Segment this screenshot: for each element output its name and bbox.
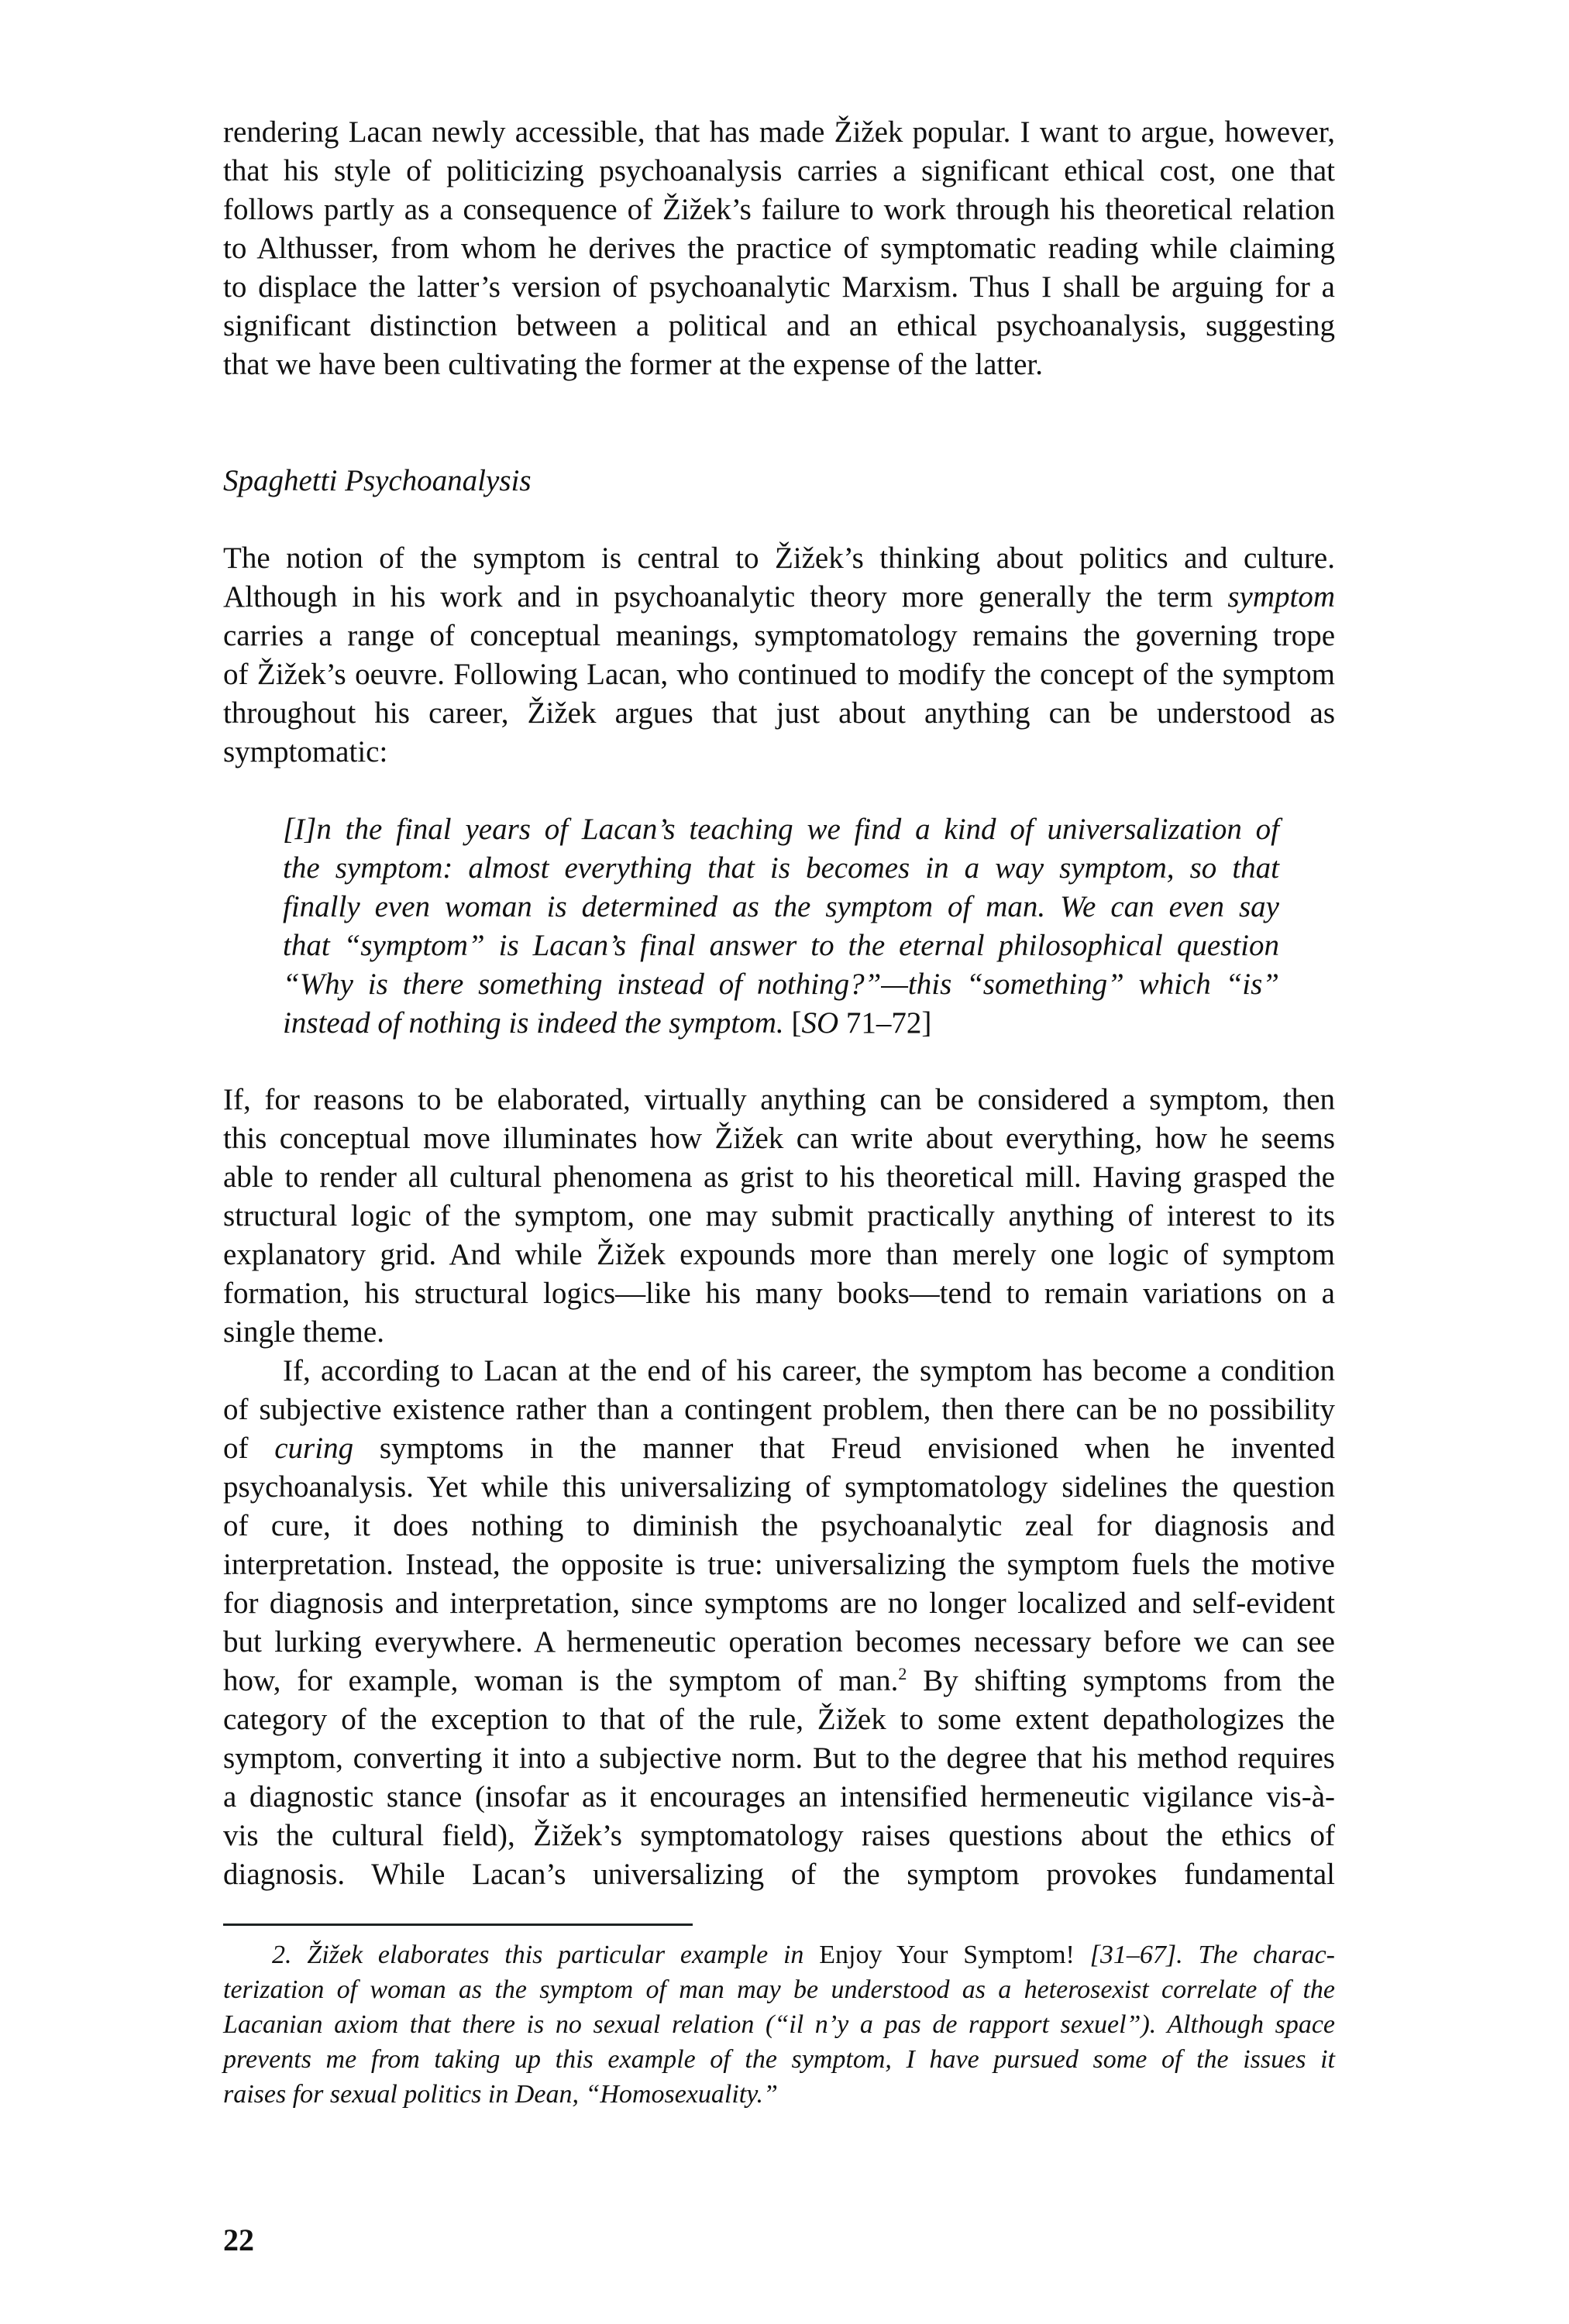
page-number: 22 — [223, 2223, 254, 2257]
text-line: for diagnosis and interpretation, since symptoms are no longer localized and self-evident — [223, 1587, 1335, 1620]
text-line: The notion of the symptom is central to Žižek’s thinking about politics and culture. — [223, 541, 1335, 575]
footnote-marker[interactable]: 2 — [898, 1664, 907, 1683]
citation-source: SO — [801, 1006, 839, 1040]
citation — [791, 1006, 931, 1040]
text-span: how, for example, woman is the symptom of man. — [223, 1664, 899, 1697]
text-span: [31–67]. The charac- — [1074, 1941, 1335, 1969]
text-span: 2. Žižek elaborates this particular example in — [272, 1941, 820, 1969]
text-line: throughout his career, Žižek argues that just about anything can be understood as — [223, 696, 1335, 730]
quote-line: [I]n the final years of Lacan’s teaching we find a kind of universalization of — [283, 813, 1279, 846]
text-line: interpretation. Instead, the opposite is true: universalizing the symptom fuels the motive — [223, 1548, 1335, 1581]
quote-line — [283, 1004, 1279, 1043]
citation-bracket: [ — [791, 1006, 802, 1040]
footnote-line: terization of woman as the symptom of man may be understood as a heterosexist correlate of the — [223, 1975, 1335, 2004]
footnote-line — [223, 1937, 1335, 1972]
footnote-line: raises for sexual politics in Dean, “Homosexuality.” — [223, 2080, 778, 2109]
quote-line: that “symptom” is Lacan’s final answer to the eternal philosophical question — [283, 929, 1279, 962]
text-line: able to render all cultural phenomena as grist to his theoretical mill. Having grasped the — [223, 1160, 1335, 1194]
text-line — [223, 1662, 1335, 1700]
text-line: single theme. — [223, 1315, 384, 1349]
text-line: of subjective existence rather than a contingent problem, then there can be no possibility — [223, 1393, 1335, 1426]
text-line: that his style of politicizing psychoanalysis carries a significant ethical cost, one that — [223, 154, 1335, 187]
section-heading: Spaghetti Psychoanalysis — [223, 464, 532, 497]
quote-line: “Why is there something instead of nothing?”—this “something” which “is” — [283, 968, 1279, 1001]
text-line: of Žižek’s oeuvre. Following Lacan, who continued to modify the concept of the symptom — [223, 658, 1335, 691]
text-line: to displace the latter’s version of psychoanalytic Marxism. Thus I shall be arguing for a — [223, 270, 1335, 304]
text-span: Although in his work and in psychoanalytic theory more generally the term — [223, 580, 1213, 614]
book-title: Enjoy Your Symptom! — [819, 1941, 1075, 1969]
citation-pages: 71–72] — [838, 1006, 932, 1040]
text-line: vis the cultural field), Žižek’s symptomatology raises questions about the ethics of — [223, 1819, 1335, 1852]
text-line: symptom, converting it into a subjective norm. But to the degree that his method requires — [223, 1741, 1335, 1775]
text-span: instead of nothing is indeed the symptom. — [283, 1006, 784, 1040]
footnote-line: Lacanian axiom that there is no sexual relation (“il n’y a pas de rapport sexuel”). Although space — [223, 2010, 1335, 2039]
text-line: a diagnostic stance (insofar as it encourages an intensified hermeneutic vigilance vis-à- — [223, 1780, 1335, 1813]
text-line: psychoanalysis. Yet while this universalizing of symptomatology sidelines the question — [223, 1470, 1335, 1504]
text-line: symptomatic: — [223, 735, 388, 768]
text-line: this conceptual move illuminates how Žižek can write about everything, how he seems — [223, 1122, 1335, 1155]
text-line: structural logic of the symptom, one may submit practically anything of interest to its — [223, 1199, 1335, 1232]
text-line: significant distinction between a political and an ethical psychoanalysis, suggesting — [223, 309, 1335, 342]
italic-term: symptom — [1227, 580, 1336, 614]
footnote-divider — [223, 1923, 693, 1926]
text-line: If, according to Lacan at the end of his career, the symptom has become a condition — [283, 1354, 1335, 1387]
text-line: that we have been cultivating the former at the expense of the latter. — [223, 348, 1043, 381]
quote-line: the symptom: almost everything that is becomes in a way symptom, so that — [283, 851, 1279, 885]
text-line: category of the exception to that of the rule, Žižek to some extent depathologizes the — [223, 1703, 1335, 1736]
text-line — [223, 1429, 1335, 1468]
footnote-line: prevents me from taking up this example of the symptom, I have pursued some of the issues it — [223, 2045, 1335, 2074]
text-line: If, for reasons to be elaborated, virtually anything can be considered a symptom, then — [223, 1083, 1335, 1116]
text-line: but lurking everywhere. A hermeneutic operation becomes necessary before we can see — [223, 1625, 1335, 1659]
text-line: of cure, it does nothing to diminish the psychoanalytic zeal for diagnosis and — [223, 1509, 1335, 1542]
text-line — [223, 578, 1335, 617]
text-span: symptoms in the manner that Freud envisioned when he invented — [379, 1432, 1335, 1465]
quote-line: finally even woman is determined as the symptom of man. We can even say — [283, 890, 1279, 923]
text-line: diagnosis. While Lacan’s universalizing of the symptom provokes fundamental — [223, 1858, 1335, 1891]
text-span: By shifting symptoms from the — [923, 1664, 1335, 1697]
text-line: formation, his structural logics—like his many books—tend to remain variations on a — [223, 1277, 1335, 1310]
text-line: explanatory grid. And while Žižek expounds more than merely one logic of symptom — [223, 1238, 1335, 1271]
italic-term: curing — [274, 1432, 354, 1465]
text-span: of — [223, 1432, 275, 1465]
text-line: follows partly as a consequence of Žižek’s failure to work through his theoretical relation — [223, 193, 1335, 226]
text-line: to Althusser, from whom he derives the practice of symptomatic reading while claiming — [223, 232, 1335, 265]
text-line: carries a range of conceptual meanings, symptomatology remains the governing trope — [223, 619, 1335, 652]
text-line: rendering Lacan newly accessible, that has made Žižek popular. I want to argue, however, — [223, 115, 1335, 149]
